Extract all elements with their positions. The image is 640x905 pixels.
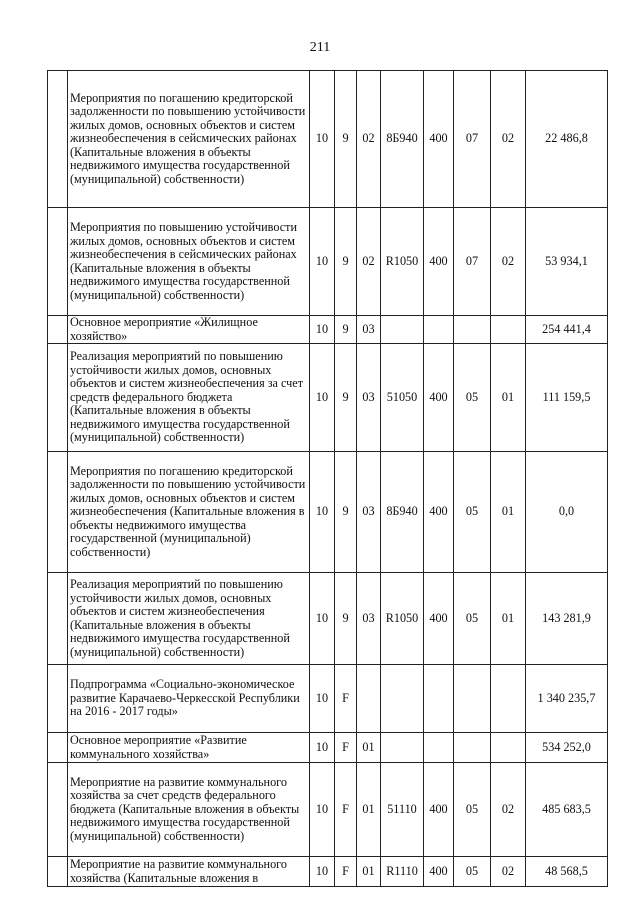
- table-row: [48, 733, 608, 763]
- row-code-col-5: 400: [424, 452, 454, 573]
- row-code-col-1: 10: [310, 344, 335, 452]
- budget-table: [47, 70, 608, 887]
- row-code-col-4: [381, 733, 424, 763]
- row-description: Основное мероприятие «Жилищное хозяйство»: [68, 316, 310, 344]
- row-amount: 1 340 235,7: [526, 665, 608, 733]
- row-amount: 485 683,5: [526, 763, 608, 857]
- row-description: Мероприятия по погашению кредиторской задолженности по повышению устойчивости жилых домов, основных объектов и систем жизнеобеспечения в сейсмических районах (Капитальные вложения в объекты недвижимого имущества государственной (муниципальной) собственности): [68, 71, 310, 208]
- row-index-cell: [48, 71, 68, 208]
- row-code-col-5: 400: [424, 763, 454, 857]
- row-code-col-1: 10: [310, 665, 335, 733]
- row-code-col-7: 02: [491, 208, 526, 316]
- row-code-col-5: [424, 316, 454, 344]
- row-code-col-4: 8Б940: [381, 452, 424, 573]
- row-code-col-5: 400: [424, 208, 454, 316]
- row-description: Мероприятие на развитие коммунального хозяйства за счет средств федерального бюджета (Капитальные вложения в объекты недвижимого имущества государственной (муниципальной) собственности): [68, 763, 310, 857]
- table-row: [48, 452, 608, 573]
- row-code-col-3: 03: [357, 316, 381, 344]
- table-row: [48, 71, 608, 208]
- row-code-col-1: 10: [310, 573, 335, 665]
- row-code-col-3: 03: [357, 344, 381, 452]
- row-code-col-1: 10: [310, 733, 335, 763]
- row-code-col-2: 9: [335, 452, 357, 573]
- table-row: [48, 208, 608, 316]
- row-code-col-4: 51110: [381, 763, 424, 857]
- row-description: Подпрограмма «Социально-экономическое развитие Карачаево-Черкесской Республики на 2016 - 2017 годы»: [68, 665, 310, 733]
- row-code-col-6: 07: [454, 71, 491, 208]
- row-amount: 143 281,9: [526, 573, 608, 665]
- row-index-cell: [48, 763, 68, 857]
- row-description: Мероприятия по погашению кредиторской задолженности по повышению устойчивости жилых домов, основных объектов и систем жизнеобеспечения (Капитальные вложения в объекты недвижимого имущества государственной (муниципальной) собственности): [68, 452, 310, 573]
- row-code-col-2: F: [335, 857, 357, 887]
- row-code-col-6: 05: [454, 857, 491, 887]
- row-description: Основное мероприятие «Развитие коммунального хозяйства»: [68, 733, 310, 763]
- row-code-col-7: 02: [491, 857, 526, 887]
- row-index-cell: [48, 316, 68, 344]
- row-code-col-7: [491, 316, 526, 344]
- row-code-col-2: F: [335, 763, 357, 857]
- row-code-col-3: [357, 665, 381, 733]
- table-row: [48, 665, 608, 733]
- row-code-col-5: [424, 733, 454, 763]
- row-code-col-3: 02: [357, 208, 381, 316]
- row-description: Мероприятие на развитие коммунального хозяйства (Капитальные вложения в: [68, 857, 310, 887]
- row-code-col-6: 05: [454, 763, 491, 857]
- row-code-col-6: 05: [454, 573, 491, 665]
- page-number: 211: [309, 40, 331, 55]
- row-code-col-1: 10: [310, 208, 335, 316]
- row-index-cell: [48, 452, 68, 573]
- row-code-col-5: 400: [424, 573, 454, 665]
- row-code-col-2: 9: [335, 573, 357, 665]
- row-code-col-1: 10: [310, 316, 335, 344]
- row-amount: 22 486,8: [526, 71, 608, 208]
- row-code-col-3: 01: [357, 857, 381, 887]
- row-code-col-2: F: [335, 733, 357, 763]
- row-code-col-4: R1050: [381, 208, 424, 316]
- row-code-col-4: 8Б940: [381, 71, 424, 208]
- row-code-col-6: 05: [454, 452, 491, 573]
- table-row: [48, 763, 608, 857]
- row-code-col-4: R1050: [381, 573, 424, 665]
- row-code-col-2: 9: [335, 71, 357, 208]
- row-amount: 254 441,4: [526, 316, 608, 344]
- row-code-col-4: [381, 665, 424, 733]
- row-code-col-4: 51050: [381, 344, 424, 452]
- row-amount: 53 934,1: [526, 208, 608, 316]
- row-amount: 48 568,5: [526, 857, 608, 887]
- row-index-cell: [48, 665, 68, 733]
- row-code-col-3: 01: [357, 733, 381, 763]
- row-code-col-1: 10: [310, 71, 335, 208]
- table-row: [48, 344, 608, 452]
- row-code-col-3: 03: [357, 573, 381, 665]
- row-code-col-6: 05: [454, 344, 491, 452]
- row-amount: 534 252,0: [526, 733, 608, 763]
- row-index-cell: [48, 857, 68, 887]
- row-code-col-7: 01: [491, 344, 526, 452]
- row-code-col-5: 400: [424, 857, 454, 887]
- row-code-col-7: [491, 733, 526, 763]
- row-code-col-5: 400: [424, 71, 454, 208]
- row-index-cell: [48, 344, 68, 452]
- row-code-col-2: 9: [335, 344, 357, 452]
- row-code-col-7: 01: [491, 573, 526, 665]
- row-code-col-6: [454, 316, 491, 344]
- row-code-col-7: 01: [491, 452, 526, 573]
- row-index-cell: [48, 208, 68, 316]
- budget-table-body: [48, 71, 608, 887]
- row-code-col-6: [454, 733, 491, 763]
- row-code-col-6: [454, 665, 491, 733]
- row-description: Реализация мероприятий по повышению устойчивости жилых домов, основных объектов и систем жизнеобеспечения (Капитальные вложения в объекты недвижимого имущества государственной (муниципальной) собственности): [68, 573, 310, 665]
- row-code-col-4: [381, 316, 424, 344]
- table-row: [48, 316, 608, 344]
- row-code-col-7: [491, 665, 526, 733]
- row-code-col-1: 10: [310, 857, 335, 887]
- row-code-col-2: 9: [335, 208, 357, 316]
- table-row: [48, 573, 608, 665]
- row-code-col-7: 02: [491, 763, 526, 857]
- row-code-col-5: [424, 665, 454, 733]
- row-description: Реализация мероприятий по повышению устойчивости жилых домов, основных объектов и систем жизнеобеспечения за счет средств федерального бюджета (Капитальные вложения в объекты недвижимого имущества государственной (муниципальной) собственности): [68, 344, 310, 452]
- row-code-col-2: F: [335, 665, 357, 733]
- row-code-col-1: 10: [310, 452, 335, 573]
- row-index-cell: [48, 733, 68, 763]
- row-code-col-3: 01: [357, 763, 381, 857]
- row-code-col-3: 03: [357, 452, 381, 573]
- row-index-cell: [48, 573, 68, 665]
- row-description: Мероприятия по повышению устойчивости жилых домов, основных объектов и систем жизнеобеспечения в сейсмических районах (Капитальные вложения в объекты недвижимого имущества государственной (муниципальной) собственности): [68, 208, 310, 316]
- row-code-col-4: R1110: [381, 857, 424, 887]
- table-row: [48, 857, 608, 887]
- row-amount: 0,0: [526, 452, 608, 573]
- row-code-col-6: 07: [454, 208, 491, 316]
- row-code-col-1: 10: [310, 763, 335, 857]
- row-code-col-3: 02: [357, 71, 381, 208]
- row-amount: 111 159,5: [526, 344, 608, 452]
- row-code-col-7: 02: [491, 71, 526, 208]
- row-code-col-5: 400: [424, 344, 454, 452]
- row-code-col-2: 9: [335, 316, 357, 344]
